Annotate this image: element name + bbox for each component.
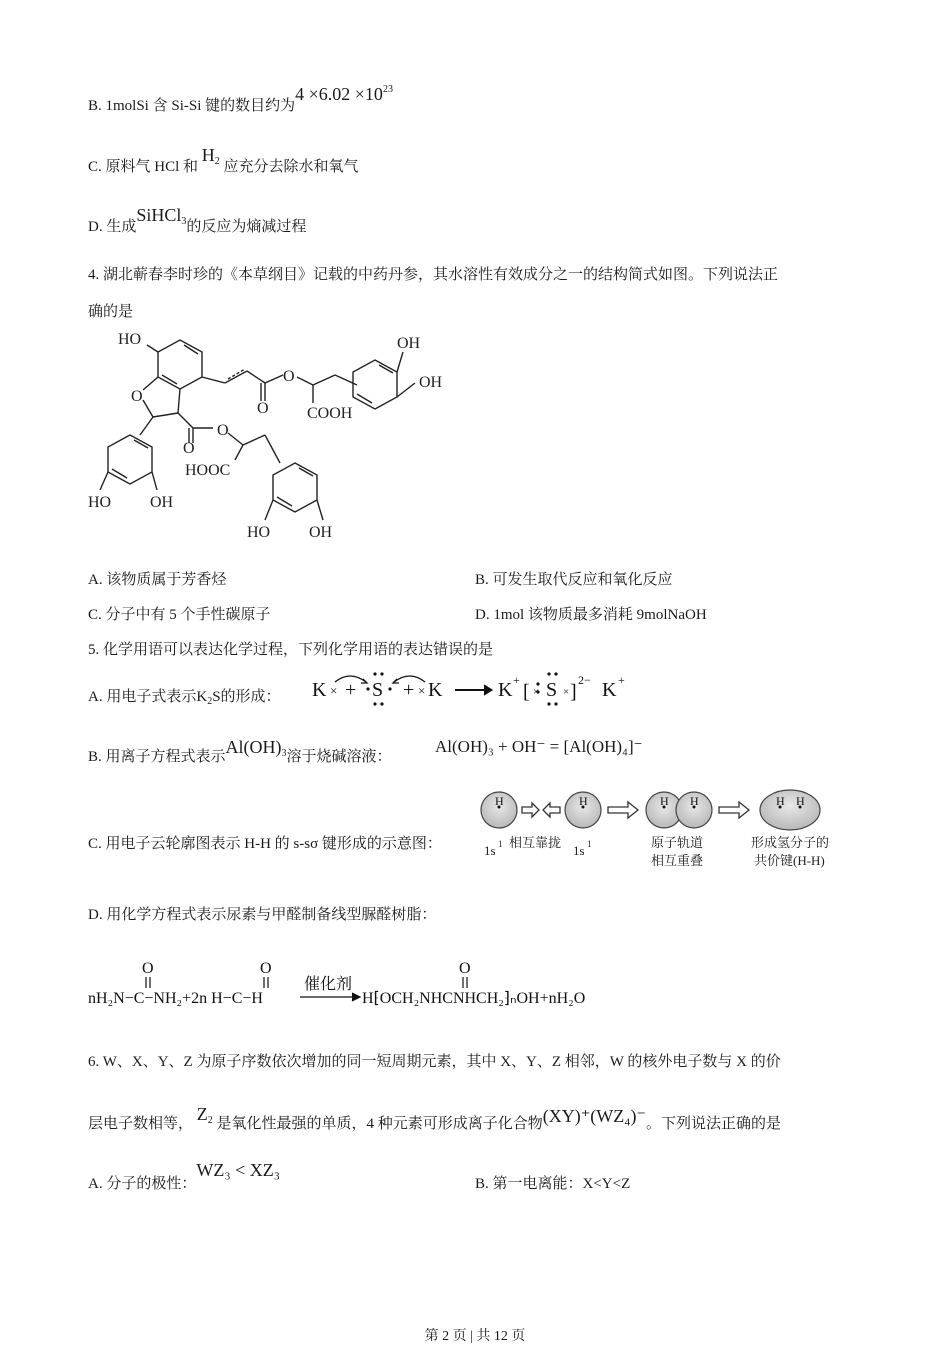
label-1s-right: 1s xyxy=(573,843,585,858)
eq-bracket-l: [ xyxy=(523,681,530,703)
arrow-to-molecule xyxy=(719,802,749,818)
q5-c-orbital-diagram xyxy=(476,785,856,877)
label-ho-top: HO xyxy=(118,331,142,348)
q6-option-a xyxy=(88,1160,281,1193)
benzene-ring-3 xyxy=(273,463,317,512)
label-oh2: OH xyxy=(419,374,443,391)
q6-stem-sub: 2 xyxy=(207,1115,213,1126)
q5-option-b-formula: Al(OH) xyxy=(225,737,282,757)
label-ho-bottom: HO xyxy=(247,524,271,541)
label-o-ring: O xyxy=(131,388,143,405)
q6-option-a-text: A. 分子的极性： xyxy=(88,1176,197,1192)
q6-stem-line2 xyxy=(88,1104,782,1134)
q3-option-b-text: B. 1molSi 含 Si-Si 键的数目约为 xyxy=(88,98,296,114)
benzene-ring-2 xyxy=(353,360,397,409)
q4-option-b: B. 可发生取代反应和氧化反应 xyxy=(475,572,673,588)
q5-option-a-formula-2: S xyxy=(212,689,221,705)
eq-s2: S xyxy=(546,679,558,701)
h-label-2: H xyxy=(579,794,588,808)
label-oh1: OH xyxy=(397,335,421,352)
label-o-ester2: O xyxy=(217,422,229,439)
q5-option-d: D. 用化学方程式表示尿素与甲醛制备线型脲醛树脂： xyxy=(88,907,437,923)
q6-stem-line1: 6. W、X、Y、Z 为原子序数依次增加的同一短周期元素，其中 X、Y、Z 相邻，W 的核外电子数与 X 的价 xyxy=(88,1054,781,1070)
q5-option-c: C. 用电子云轮廓图表示 H-H 的 s-sσ 键形成的示意图： xyxy=(88,836,442,852)
q6-stem-line2-text-3: 。下列说法正确的是 xyxy=(646,1116,782,1132)
q5-a-electron-equation xyxy=(310,668,640,710)
q3-option-d-text-2: 的反应为熵减过程 xyxy=(186,219,307,235)
q3-option-b-exponent: 23 xyxy=(382,84,393,95)
h-label-3: H xyxy=(660,794,669,808)
q3-option-c-formula: H xyxy=(201,145,215,165)
q4-option-c: C. 分子中有 5 个手性碳原子 xyxy=(88,607,271,623)
q5-option-a-text-1: A. 用电子式表示 xyxy=(88,689,197,705)
label-o-carbonyl2: O xyxy=(183,440,195,457)
label-1s-left-sup: 1 xyxy=(498,839,503,849)
eq-d-o2: O xyxy=(260,960,272,977)
benzene-ring-4 xyxy=(108,435,152,484)
label-result-2: 共价键(H-H) xyxy=(754,853,825,868)
q5-option-b-text-1: B. 用离子方程式表示 xyxy=(88,749,226,765)
eq-sup-plus2: + xyxy=(618,673,625,687)
q5-option-a xyxy=(88,685,281,707)
q3-option-b-formula: 4 ×6.02 ×10 xyxy=(295,84,383,104)
q6-stem-line2-text-1: 层电子数相等， xyxy=(88,1116,194,1132)
q5-option-a-formula: K xyxy=(196,689,208,705)
eq-d-o3: O xyxy=(459,960,471,977)
q3-option-c-text-2: 应充分去除水和氧气 xyxy=(223,159,359,175)
q5-option-b-sub: 3 xyxy=(281,748,287,759)
arrow-left-small xyxy=(543,803,560,817)
q4-stem-line2: 确的是 xyxy=(88,304,134,320)
q3-option-d xyxy=(88,205,307,237)
label-oh-left: OH xyxy=(150,494,174,511)
eq-k2: K xyxy=(428,679,443,701)
h-label-6: H xyxy=(796,794,805,808)
eq-sup-plus1: + xyxy=(513,673,520,687)
benzene-ring-1 xyxy=(158,340,202,389)
eq-d-left: nH₂N−C−NH₂+2n H−C−H xyxy=(88,990,263,1007)
q4-structure-diagram xyxy=(85,325,465,550)
label-overlap-1: 原子轨道 xyxy=(651,835,704,850)
h-label-5: H xyxy=(776,794,785,808)
label-approach: 相互靠拢 xyxy=(509,835,562,850)
h-label-1: H xyxy=(495,794,504,808)
q3-option-d-formula: SiHCl xyxy=(136,205,182,225)
eq-k1: K xyxy=(312,679,327,701)
q3-option-c xyxy=(88,145,359,177)
label-oh-bottom: OH xyxy=(309,524,333,541)
q3-option-c-sub: 2 xyxy=(214,156,220,167)
svg-text:×: × xyxy=(533,686,540,698)
q6-stem-line2-text-2: 是氧化性最强的单质，4 种元素可形成离子化合物 xyxy=(216,1116,543,1132)
q4-stem-line1: 4. 湖北蕲春李时珍的《本草纲目》记载的中药丹参，其水溶性有效成分之一的结构简式如图。下列说法正 xyxy=(88,267,779,283)
q6-stem-formula: Z xyxy=(196,1104,208,1124)
arrow-right-small xyxy=(522,803,539,817)
q5-option-b xyxy=(88,737,392,767)
q5-option-b-equation: Al(OH)₃ + OH⁻ = [Al(OH)₄]⁻ xyxy=(435,737,643,756)
q6-ionic-compound: (XY)⁺(WZ₄)⁻ xyxy=(542,1106,647,1126)
eq-x2: × xyxy=(418,683,426,698)
label-o-carbonyl1: O xyxy=(257,400,269,417)
eq-k-plus1: K xyxy=(498,679,513,701)
label-cooh: COOH xyxy=(307,405,353,422)
page-footer: 第 2 页 | 共 12 页 xyxy=(424,1329,526,1344)
eq-d-right: H⁅OCH₂NHCNHCH₂⁆ₙOH+nH₂O xyxy=(362,990,586,1007)
q5-option-b-text-2: 溶于烧碱溶液： xyxy=(286,749,392,765)
svg-text:×: × xyxy=(563,686,570,698)
label-ho-left: HO xyxy=(88,494,112,511)
label-o-ester1: O xyxy=(283,368,295,385)
eq-charge: 2− xyxy=(578,673,591,687)
eq-bracket-r: ] xyxy=(570,681,577,703)
q6-option-a-formula: WZ₃ < XZ₃ xyxy=(196,1160,281,1180)
q4-option-d: D. 1mol 该物质最多消耗 9molNaOH xyxy=(475,607,707,623)
label-1s-right-sup: 1 xyxy=(587,839,592,849)
eq-d-catalyst: 催化剂 xyxy=(304,976,353,993)
q3-option-d-sub: 3 xyxy=(181,216,187,227)
q3-option-c-text-1: C. 原料气 HCl 和 xyxy=(88,159,199,175)
eq-k-plus2: K xyxy=(602,679,617,701)
eq-d-o1: O xyxy=(142,960,154,977)
q3-option-b xyxy=(88,84,393,115)
label-result-1: 形成氢分子的 xyxy=(751,835,830,850)
q4-option-a: A. 该物质属于芳香烃 xyxy=(88,572,227,588)
arrow-to-overlap xyxy=(608,802,638,818)
label-overlap-2: 相互重叠 xyxy=(651,853,704,868)
q6-option-b: B. 第一电离能：X<Y<Z xyxy=(475,1176,631,1192)
q3-option-d-text-1: D. 生成 xyxy=(88,219,137,235)
eq-plus2: + xyxy=(403,679,415,701)
h2-molecule-orbital xyxy=(760,790,820,830)
label-1s-left: 1s xyxy=(484,843,496,858)
q5-stem: 5. 化学用语可以表达化学过程，下列化学用语的表达错误的是 xyxy=(88,642,494,658)
eq-plus1: + xyxy=(345,679,357,701)
q5-option-a-text-2: 的形成： xyxy=(220,689,281,705)
h-label-4: H xyxy=(690,794,699,808)
q5-d-urea-equation xyxy=(86,955,646,1015)
eq-x1: × xyxy=(330,683,338,698)
eq-s: S xyxy=(372,679,384,701)
label-hooc: HOOC xyxy=(185,462,231,479)
q5-option-a-sub: 2 xyxy=(207,696,213,707)
